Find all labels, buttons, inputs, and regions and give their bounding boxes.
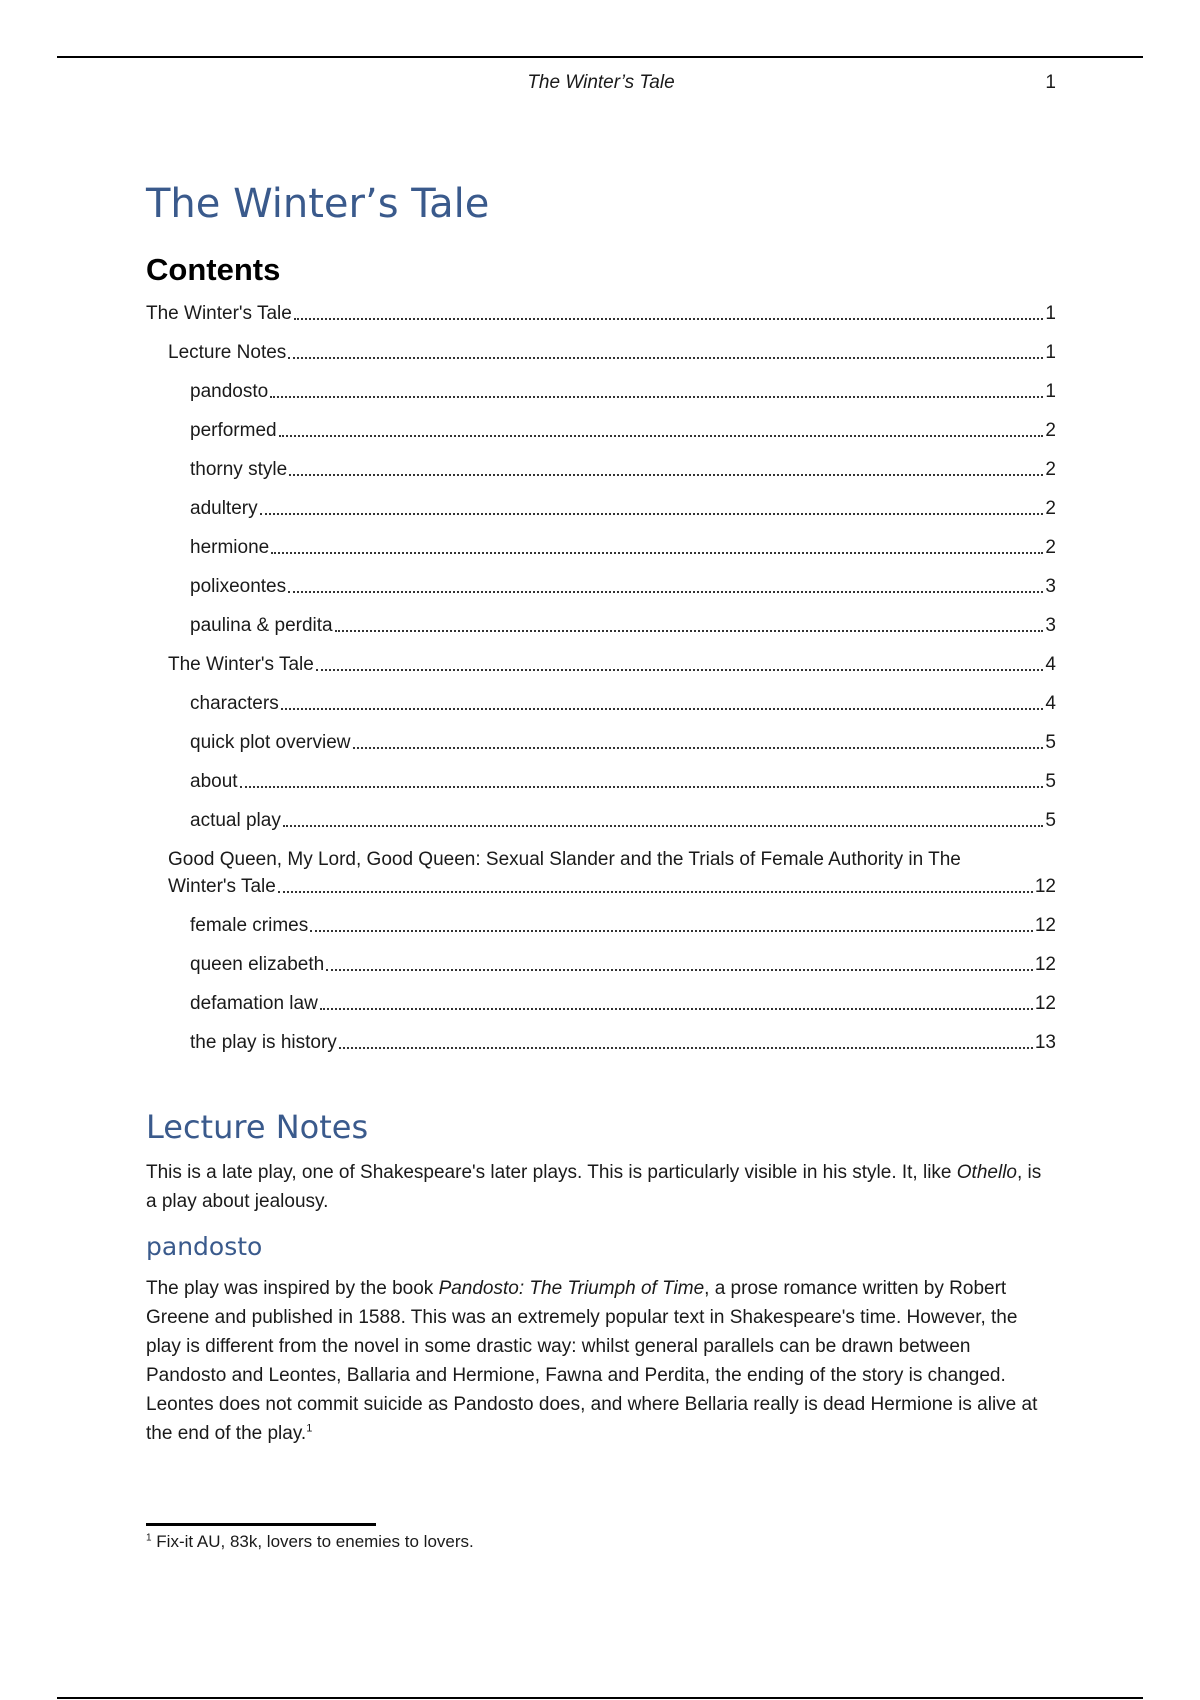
toc-entry-page: 5 — [1045, 732, 1056, 753]
toc-entry-text-line2: Winter's Tale — [168, 876, 276, 897]
running-header-page-number: 1 — [1045, 72, 1056, 93]
toc-entry-page: 5 — [1045, 810, 1056, 831]
table-of-contents — [146, 300, 1056, 1056]
toc-entry[interactable] — [146, 573, 1056, 600]
toc-entry[interactable] — [146, 378, 1056, 405]
toc-dot-leader — [271, 552, 1043, 554]
toc-dot-leader — [260, 513, 1044, 515]
page-content — [146, 176, 1056, 1448]
toc-entry-text: quick plot overview — [190, 732, 351, 753]
toc-entry[interactable] — [146, 807, 1056, 834]
subsection-heading-pandosto: pandosto — [146, 1232, 263, 1261]
toc-entry-text: about — [190, 771, 238, 792]
toc-dot-leader — [326, 969, 1033, 971]
toc-entry-text: thorny style — [190, 459, 288, 480]
toc-entry[interactable] — [146, 912, 1056, 939]
toc-entry-text: queen elizabeth — [190, 954, 325, 975]
toc-entry[interactable] — [146, 612, 1056, 639]
toc-entry[interactable] — [146, 300, 1056, 327]
toc-entry-text: hermione — [190, 537, 270, 558]
toc-dot-leader — [320, 1008, 1033, 1010]
toc-entry[interactable] — [146, 690, 1056, 717]
toc-entry[interactable] — [146, 1029, 1056, 1056]
footer-rule — [57, 1697, 1143, 1699]
footnote-reference[interactable]: 1 — [306, 1422, 313, 1435]
toc-entry-page: 1 — [1045, 303, 1056, 324]
footnote-marker: 1 — [146, 1532, 152, 1544]
toc-entry[interactable] — [146, 846, 1056, 900]
running-header-title: The Winter’s Tale — [527, 72, 675, 93]
intro-text-italic: Othello — [956, 1162, 1017, 1183]
toc-dot-leader — [310, 930, 1033, 932]
toc-entry-page: 3 — [1045, 576, 1056, 597]
pandosto-text-part1: The play was inspired by the book — [146, 1278, 439, 1299]
toc-entry-page: 12 — [1034, 954, 1056, 975]
footnote-separator — [146, 1523, 376, 1526]
toc-entry[interactable] — [146, 417, 1056, 444]
toc-entry-page: 2 — [1045, 537, 1056, 558]
toc-dot-leader — [281, 708, 1044, 710]
contents-heading: Contents — [146, 252, 281, 287]
toc-entry-text: characters — [190, 693, 279, 714]
toc-entry[interactable] — [146, 339, 1056, 366]
toc-entry-text: pandosto — [190, 381, 269, 402]
toc-dot-leader — [353, 747, 1044, 749]
toc-dot-leader — [316, 669, 1044, 671]
toc-entry-page: 13 — [1034, 1032, 1056, 1053]
document-title: The Winter’s Tale — [146, 181, 490, 227]
toc-entry-text: polixeontes — [190, 576, 287, 597]
toc-entry-page: 3 — [1045, 615, 1056, 636]
toc-entry-page: 4 — [1045, 654, 1056, 675]
toc-dot-leader — [289, 474, 1043, 476]
toc-entry[interactable] — [146, 534, 1056, 561]
toc-dot-leader — [339, 1047, 1033, 1049]
toc-entry[interactable] — [146, 456, 1056, 483]
toc-dot-leader — [278, 891, 1033, 893]
toc-entry-page: 1 — [1045, 381, 1056, 402]
toc-dot-leader — [294, 318, 1044, 320]
intro-text-part2: , is a play about jealousy. — [146, 1162, 1042, 1212]
pandosto-paragraph — [146, 1274, 1056, 1448]
toc-entry-page: 1 — [1045, 342, 1056, 363]
toc-dot-leader — [283, 825, 1044, 827]
toc-entry-page: 12 — [1034, 915, 1056, 936]
footnote — [146, 1530, 1056, 1554]
toc-entry-text: actual play — [190, 810, 281, 831]
toc-entry-text: paulina & perdita — [190, 615, 333, 636]
toc-entry-text: female crimes — [190, 915, 309, 936]
toc-entry-text: The Winter's Tale — [168, 654, 314, 675]
toc-entry-text: performed — [190, 420, 277, 441]
toc-entry-text-line1: Good Queen, My Lord, Good Queen: Sexual Slander and the Trials of Female Authority in The — [168, 849, 961, 870]
toc-entry-text: Lecture Notes — [168, 342, 287, 363]
pandosto-text-part2: , a prose romance written by Robert Greene and published in 1588. This was an extremely popular text in Shakespeare's time. However, the play is different from the novel in some drastic way: whilst general parallels can be drawn between Pandosto and Leontes, Ballaria and Hermione, Fawna and Perdita, the ending of the story is changed. Leontes does not commit suicide as Pandosto does, and where Bellaria really is dead Hermione is alive at the end of the play. — [146, 1278, 1038, 1444]
toc-entry-page: 12 — [1034, 876, 1056, 897]
toc-entry-page: 4 — [1045, 693, 1056, 714]
header-rule — [57, 56, 1143, 58]
toc-entry-page: 5 — [1045, 771, 1056, 792]
toc-dot-leader — [335, 630, 1044, 632]
toc-entry[interactable] — [146, 729, 1056, 756]
toc-entry-text: adultery — [190, 498, 258, 519]
toc-entry-page: 2 — [1045, 420, 1056, 441]
intro-text-part1: This is a late play, one of Shakespeare's later plays. This is particularly visible in his style. It, like — [146, 1162, 957, 1183]
toc-dot-leader — [279, 435, 1044, 437]
toc-entry-page: 2 — [1045, 498, 1056, 519]
footnote-text: Fix-it AU, 83k, lovers to enemies to lovers. — [151, 1532, 474, 1551]
running-header — [146, 72, 1056, 100]
lecture-notes-intro — [146, 1158, 1056, 1216]
toc-entry-page: 2 — [1045, 459, 1056, 480]
toc-dot-leader — [270, 396, 1043, 398]
toc-entry[interactable] — [146, 990, 1056, 1017]
toc-entry-page: 12 — [1034, 993, 1056, 1014]
toc-dot-leader — [240, 786, 1044, 788]
toc-dot-leader — [288, 357, 1043, 359]
toc-entry-text: The Winter's Tale — [146, 303, 292, 324]
section-heading-lecture-notes: Lecture Notes — [146, 1108, 369, 1146]
pandosto-book-title: Pandosto: The Triumph of Time — [438, 1278, 705, 1299]
toc-entry-text: the play is history — [190, 1032, 337, 1053]
toc-entry[interactable] — [146, 768, 1056, 795]
toc-entry[interactable] — [146, 651, 1056, 678]
toc-entry[interactable] — [146, 951, 1056, 978]
toc-dot-leader — [288, 591, 1043, 593]
toc-entry-line2 — [168, 873, 1056, 900]
toc-entry[interactable] — [146, 495, 1056, 522]
toc-entry-text: defamation law — [190, 993, 318, 1014]
